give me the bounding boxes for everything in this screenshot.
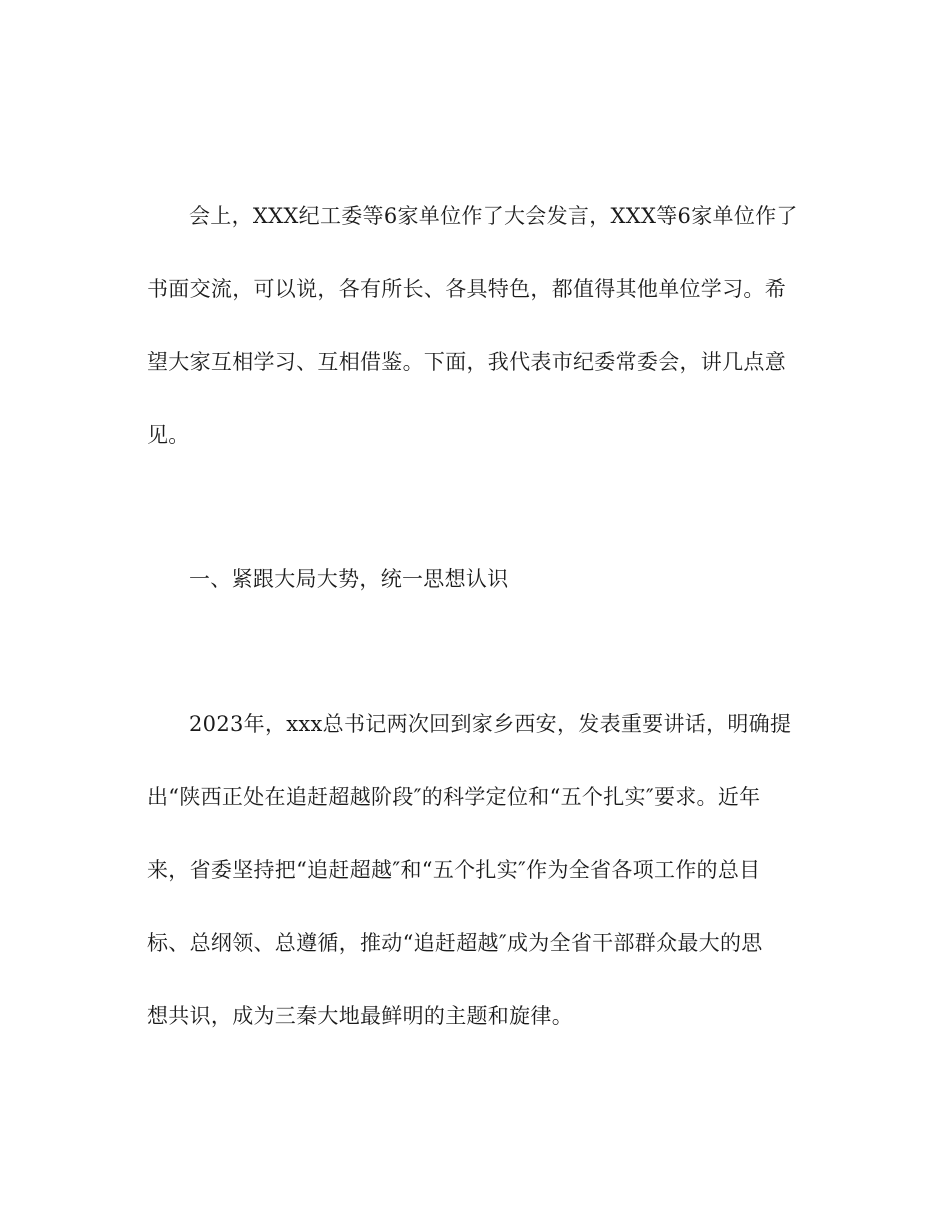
paragraph-2-line-3: 来，省委坚持把“追赶超越″和“五个扎实″作为全省各项工作的总目 xyxy=(147,858,761,882)
section-heading-1: 一、紧跟大局大势，统一思想认识 xyxy=(189,567,509,591)
paragraph-2-line-4: 标、总纲领、总遵循，推动“追赶超越″成为全省干部群众最大的思 xyxy=(147,931,763,955)
paragraph-2-line-1: 2023年，xxx总书记两次回到家乡西安，发表重要讲话，明确提 xyxy=(189,712,792,736)
paragraph-2-line-2: 出“陕西正处在追赶超越阶段″的科学定位和“五个扎实″要求。近年 xyxy=(147,785,761,809)
paragraph-1-line-3: 望大家互相学习、互相借鉴。下面，我代表市纪委常委会，讲几点意 xyxy=(147,350,786,374)
paragraph-2-line-5: 想共识，成为三秦大地最鲜明的主题和旋律。 xyxy=(147,1004,573,1028)
paragraph-1-line-2: 书面交流，可以说，各有所长、各具特色，都值得其他单位学习。希 xyxy=(147,277,786,301)
paragraph-1-line-4: 见。 xyxy=(147,423,190,447)
paragraph-1-line-1: 会上，XXX纪工委等6家单位作了大会发言，XXX等6家单位作了 xyxy=(189,204,798,228)
